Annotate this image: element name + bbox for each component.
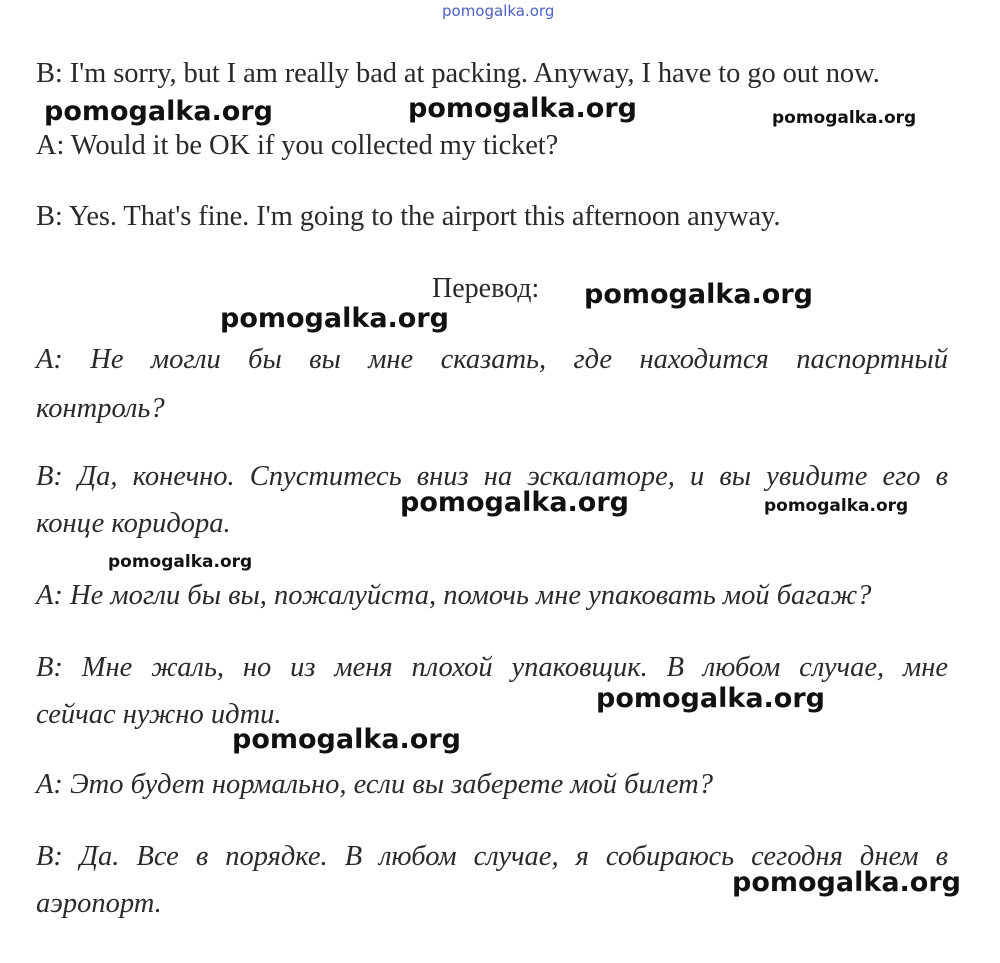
english-line-1: B: I'm sorry, but I am really bad at packing. Anyway, I have to go out now. (36, 58, 880, 89)
russian-line-4: конце коридора. (36, 508, 231, 539)
russian-line-8: A: Это будет нормально, если вы заберете мой билет? (36, 769, 714, 800)
watermark: pomogalka.org (232, 724, 461, 755)
watermark: pomogalka.org (108, 552, 253, 572)
watermark: pomogalka.org (400, 487, 629, 518)
english-line-2: A: Would it be OK if you collected my ticket? (36, 130, 559, 161)
russian-line-2: контроль? (36, 393, 165, 424)
watermark: pomogalka.org (596, 683, 825, 714)
russian-line-7: сейчас нужно идти. (36, 699, 282, 730)
watermark: pomogalka.org (772, 108, 917, 128)
russian-line-5: A: Не могли бы вы, пожалуйста, помочь мне упаковать мой багаж? (36, 580, 872, 611)
russian-line-3: B: Да, конечно. Спуститесь вниз на эскалаторе, и вы увидите его в (36, 461, 948, 492)
russian-line-9: B: Да. Все в порядке. В любом случае, я собираюсь сегодня днем в (36, 841, 948, 872)
watermark: pomogalka.org (584, 279, 813, 310)
watermark: pomogalka.org (408, 93, 637, 124)
watermark: pomogalka.org (44, 96, 273, 127)
watermark: pomogalka.org (764, 496, 909, 516)
english-line-3: B: Yes. That's fine. I'm going to the airport this afternoon anyway. (36, 201, 781, 232)
russian-line-10: аэропорт. (36, 888, 162, 919)
russian-line-1: A: Не могли бы вы мне сказать, где находится паспортный (36, 344, 948, 375)
russian-line-6: B: Мне жаль, но из меня плохой упаковщик. В любом случае, мне (36, 652, 948, 683)
watermark: pomogalka.org (220, 303, 449, 334)
watermark: pomogalka.org (732, 867, 961, 898)
translation-heading: Перевод: (432, 273, 540, 304)
watermark-top: pomogalka.org (442, 2, 555, 20)
